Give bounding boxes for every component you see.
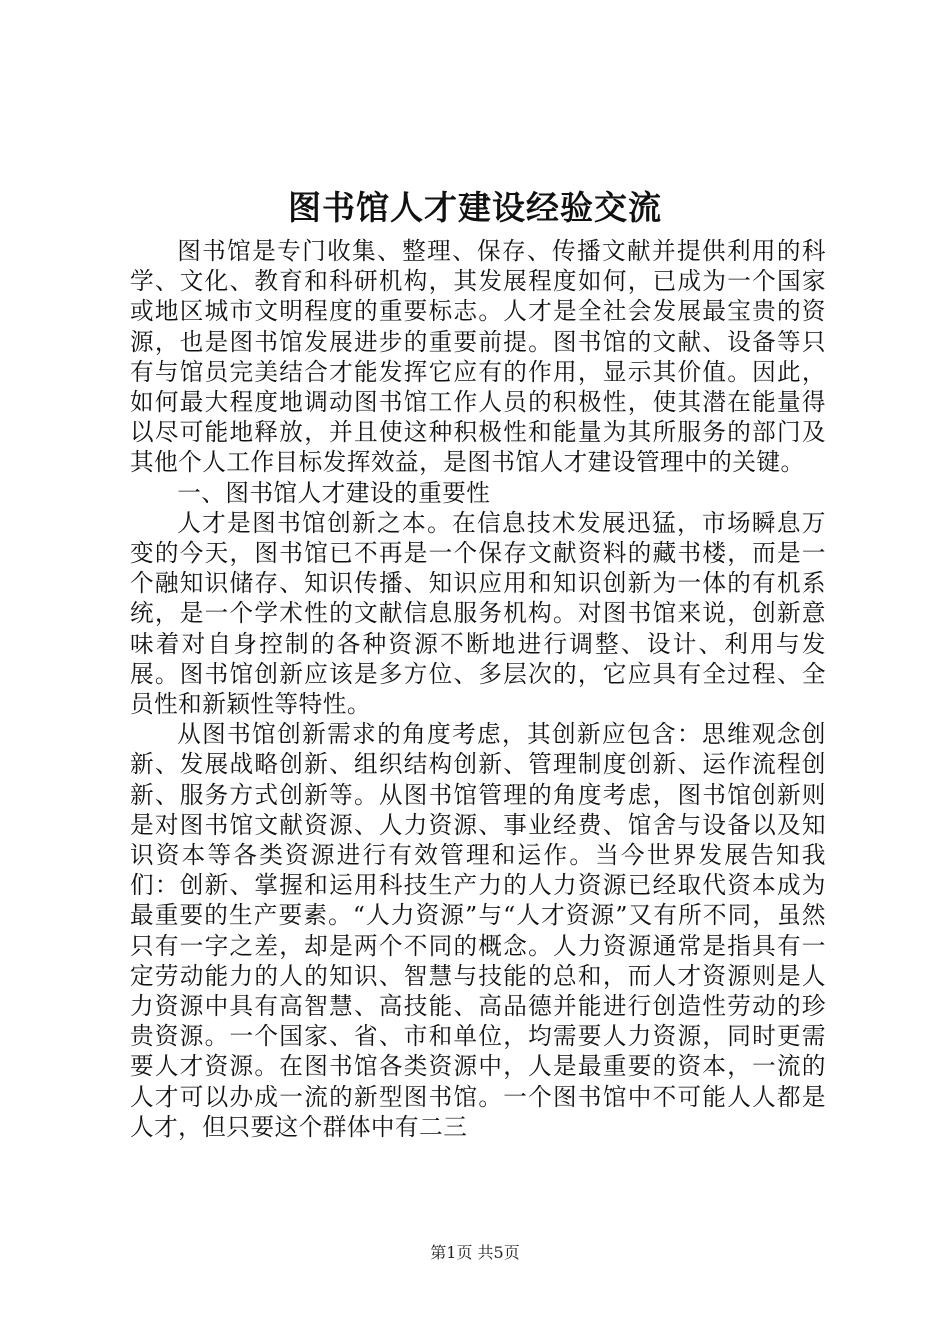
paragraph-resources: 从图书馆创新需求的角度考虑，其创新应包含：思维观念创新、发展战略创新、组织结构创新、管理制度创新、运作流程创新、服务方式创新等。从图书馆管理的角度考虑，图书馆创新则是对图书馆文献资源、人力资源、事业经费、馆舍与设备以及知识资本等各类资源进行有效管理和运作。当今世界发展告知我们：创新、掌握和运用科技生产力的人力资源已经取代资本成为最重要的生产要素。“人力资源”与“人才资源”又有所不同，虽然只有一字之差，却是两个不同的概念。人力资源通常是指具有一定劳动能力的人的知识、智慧与技能的总和，而人才资源则是人力资源中具有高智慧、高技能、高品德并能进行创造性劳动的珍贵资源。一个国家、省、市和单位，均需要人力资源，同时更需要人才资源。在图书馆各类资源中，人是最重要的资本，一流的人才可以办成一流的新型图书馆。一个图书馆中不可能人人都是人才，但只要这个群体中有二三 bbox=[130, 720, 826, 1141]
document-title: 图书馆人才建设经验交流 bbox=[288, 188, 662, 227]
paragraph-intro: 图书馆是专门收集、整理、保存、传播文献并提供利用的科学、文化、教育和科研机构，其发展程度如何，已成为一个国家或地区城市文明程度的重要标志。人才是全社会发展最宝贵的资源，也是图书馆发展进步的重要前提。图书馆的文献、设备等只有与馆员完美结合才能发挥它应有的作用，显示其价值。因此，如何最大程度地调动图书馆工作人员的积极性，使其潜在能量得以尽可能地释放，并且使这种积极性和能量为其所服务的部门及其他个人工作目标发挥效益，是图书馆人才建设管理中的关键。 bbox=[130, 237, 826, 477]
document-body bbox=[130, 236, 826, 1142]
page-footer: 第1页 共5页 bbox=[430, 1243, 520, 1262]
paragraph-innovation: 人才是图书馆创新之本。在信息技术发展迅猛，市场瞬息万变的今天，图书馆已不再是一个保存文献资料的藏书楼，而是一个融知识储存、知识传播、知识应用和知识创新为一体的有机系统，是一个学术性的文献信息服务机构。对图书馆来说，创新意味着对自身控制的各种资源不断地进行调整、设计、利用与发展。图书馆创新应该是多方位、多层次的，它应具有全过程、全员性和新颖性等特性。 bbox=[130, 508, 826, 719]
section-heading: 一、图书馆人才建设的重要性 bbox=[177, 478, 491, 507]
